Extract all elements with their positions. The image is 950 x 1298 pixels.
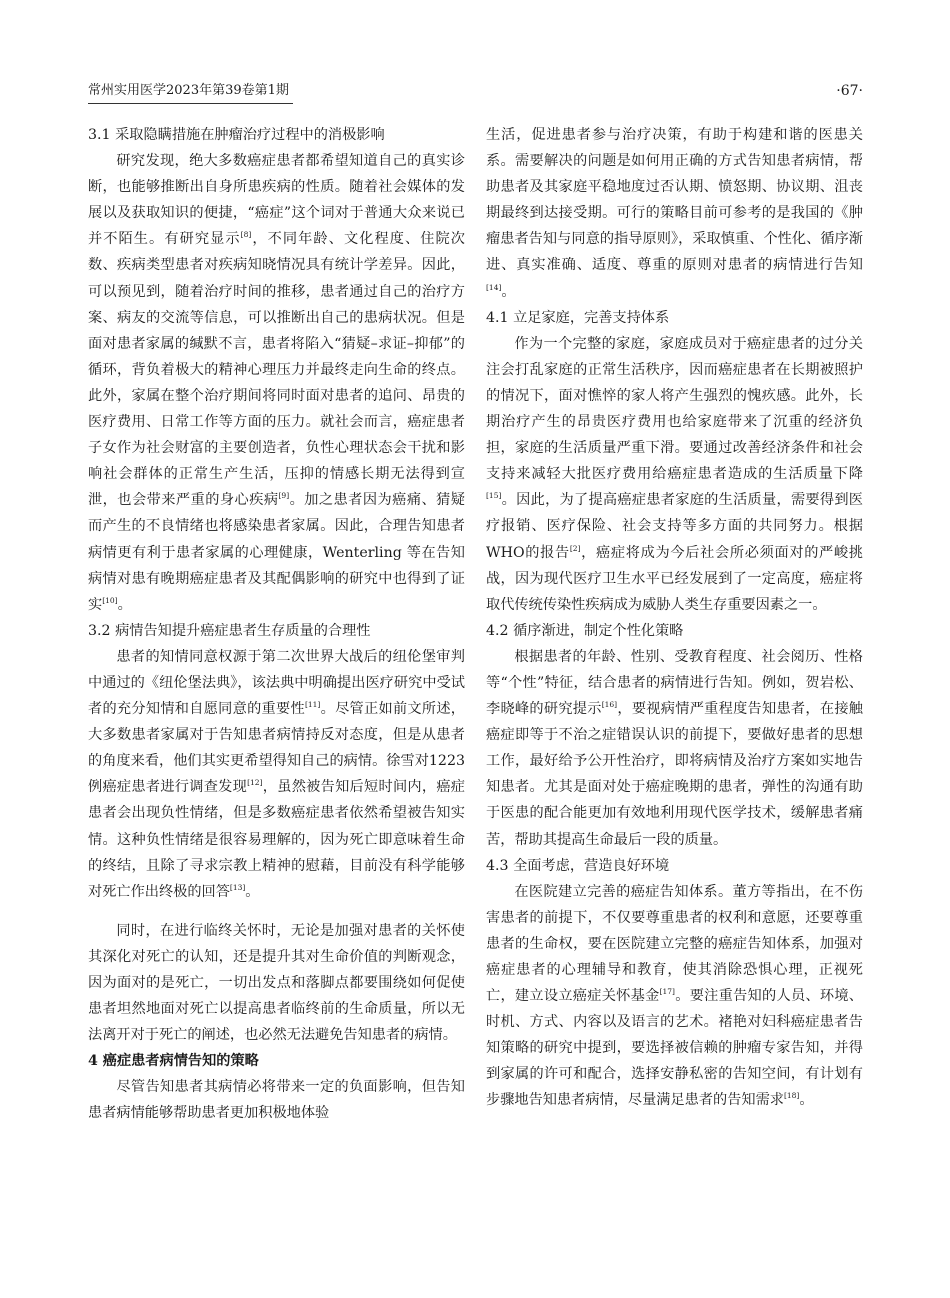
citation: [2] bbox=[569, 543, 581, 553]
text-run: 生活，促进患者参与治疗决策，有助于构建和谐的医患关系。需要解决的问题是如何用正确的方式告知患者病情，帮助患者及其家庭平稳地度过否认期、愤怒期、协议期、沮丧期最终到达接受期。可行的策略目前可参考的是我国的《肿瘤患者告知与同意的指导原则》，采取慎重、个性化、循序渐进、真实准确、适度、尊重的原则对患者的病情进行告知 bbox=[486, 127, 863, 274]
text-run: ，要视病情严重程度告知患者，在接触癌症即等于不治之症错误认识的前提下，要做好患者的思想工作，最好给予公开性治疗，即将病情及治疗方案如实地告知患者。尤其是面对处于癌症晚期的患者，弹性的沟通有助于医患的配合能更加有效地利用现代医学技术，缓解患者痛苦，帮助其提高生命最后一段的质量。 bbox=[486, 701, 863, 848]
section-3-2-heading: 3.2 病情告知提升癌症患者生存质量的合理性 bbox=[88, 622, 371, 639]
citation: [15] bbox=[486, 491, 502, 501]
text-run: 。加之患者因为癌痛、猜疑而产生的不良情绪也将感染患者家属。因此，合理告知患者病情更有利于患者家属的心理健康，Wenterling 等在告知病情对患有晚期癌症患者及其配偶影响的研究中也得到了证实 bbox=[88, 492, 465, 613]
section-4-heading: 4 癌症患者病情告知的策略 bbox=[88, 1053, 259, 1070]
section-3-2-paragraph-2: 同时，在进行临终关怀时，无论是加强对患者的关怀使其深化对死亡的认知，还是提升其对生命价值的判断观念，因为面对的是死亡，一切出发点和落脚点都要围绕如何促使患者坦然地面对死亡以提高患者临终前的生命质量，所以无法离开对于死亡的阐述，也必然无法避免告知患者的病情。 bbox=[88, 922, 465, 1044]
text-run: 。要注重告知的人员、环境、时机、方式、内容以及语言的艺术。褚艳对妇科癌症患者告知策略的研究中提到，要选择被信赖的肿瘤专家告知，并得到家属的许可和配合，选择安静私密的告知空间，有计划有步骤地告知患者病情，尽量满足患者的告知需求 bbox=[486, 988, 863, 1109]
text-run: 研究发现，绝大多数癌症患者都希望知道自己的真实诊断，也能够推断出自身所患疾病的性质。随着社会媒体的发展以及获取知识的便捷，“癌症”这个词对于普通大众来说已并不陌生。有研究显示 bbox=[88, 153, 465, 248]
right-column bbox=[486, 122, 863, 1114]
text-run: 。 bbox=[501, 283, 516, 300]
text-run: 。 bbox=[245, 883, 260, 900]
section-4-1-heading: 4.1 立足家庭，完善支持体系 bbox=[486, 309, 670, 326]
paragraph-gap bbox=[88, 905, 465, 918]
text-run: 。 bbox=[117, 596, 132, 613]
section-4-2-heading: 4.2 循序渐进，制定个性化策略 bbox=[486, 622, 684, 639]
citation: [11] bbox=[304, 700, 321, 710]
citation: [9] bbox=[278, 491, 290, 501]
section-4-3-heading: 4.3 全面考虑，营造良好环境 bbox=[486, 857, 670, 874]
running-header bbox=[88, 82, 863, 106]
text-run: 。尽管正如前文所述，大多数患者家属对于告知患者病情持反对态度，但是从患者的角度来看，他们其实更希望得知自己的病情。徐雪对1223例癌症患者进行调查发现 bbox=[88, 701, 465, 796]
text-run: 患者的知情同意权源于第二次世界大战后的纽伦堡审判中通过的《纽伦堡法典》，该法典中明确提出医疗研究中受试者的充分知情和自愿同意的重要性 bbox=[88, 648, 465, 718]
text-run: 在医院建立完善的癌症告知体系。董方等指出，在不伤害患者的前提下，不仅要尊重患者的权利和意愿，还要尊重患者的生命权，要在医院建立完整的癌症告知体系，加强对癌症患者的心理辅导和教育，使其消除恐惧心理，正视死亡，建立设立癌症关怀基金 bbox=[486, 883, 863, 1005]
text-run: ，不同年龄、文化程度、住院次数、疾病类型患者对疾病知晓情况具有统计学差异。因此，可以预见到，随着治疗时间的推移，患者通过自己的治疗方案、病友的交流等信息，可以推断出自己的患病状况。但是面对患者家属的缄默不言，患者将陷入“猜疑–求证–抑郁”的循环，背负着极大的精神心理压力并最终走向生命的终点。此外，家属在整个治疗期间将同时面对患者的追问、昂贵的医疗费用、日常工作等方面的压力。就社会而言，癌症患者子女作为社会财富的主要创造者，负性心理状态会干扰和影响社会群体的正常生产生活，压抑的情感长期无法得到宣泄，也会带来严重的身心疾病 bbox=[88, 231, 465, 509]
citation: [10] bbox=[102, 595, 118, 605]
journal-title: 常州实用医学2023年第39卷第1期 bbox=[88, 82, 293, 104]
citation: [17] bbox=[659, 987, 675, 997]
citation: [18] bbox=[783, 1091, 800, 1101]
section-4-2-paragraph bbox=[486, 644, 863, 853]
text-run: ，虽然被告知后短时间内，癌症患者会出现负性情绪，但是多数癌症患者依然希望被告知实情。这种负性情绪是很容易理解的，因为死亡即意味着生命的终结，且除了寻求宗教上精神的慰藉，目前没有科学能够对死亡作出终极的回答 bbox=[88, 779, 465, 900]
section-4-3-paragraph bbox=[486, 879, 863, 1114]
page-number: ·67· bbox=[836, 83, 863, 99]
citation: [8] bbox=[240, 230, 252, 240]
section-3-2-paragraph-1 bbox=[88, 644, 465, 905]
citation: [14] bbox=[486, 282, 502, 292]
section-4-paragraph-start: 尽管告知患者其病情必将带来一定的负面影响，但告知患者病情能够帮助患者更加积极地体验 bbox=[88, 1079, 465, 1122]
text-run: 。因此，为了提高癌症患者家庭的生活质量，需要得到医疗报销、医疗保险、社会支持等多方面的共同努力。根据WHO的报告 bbox=[486, 492, 863, 561]
text-run: ，癌症将成为今后社会所必须面对的严峻挑战，因为现代医疗卫生水平已经发展到了一定高度，癌症将取代传统传染性疾病成为威胁人类生存重要因素之一。 bbox=[486, 544, 863, 613]
citation: [12] bbox=[247, 778, 263, 788]
section-3-1-heading: 3.1 采取隐瞒措施在肿瘤治疗过程中的消极影响 bbox=[88, 127, 385, 143]
section-3-1-paragraph bbox=[88, 148, 465, 618]
text-run: 。 bbox=[799, 1092, 814, 1109]
section-4-1-paragraph bbox=[486, 331, 863, 618]
text-run: 作为一个完整的家庭，家庭成员对于癌症患者的过分关注会打乱家庭的正常生活秩序，因而癌症患者在长期被照护的情况下，面对憔悴的家人将产生强烈的愧疚感。此外，长期治疗产生的昂贵医疗费用也给家庭带来了沉重的经济负担，家庭的生活质量严重下滑。要通过改善经济条件和社会支持来减轻大批医疗费用给癌症患者造成的生活质量下降 bbox=[486, 335, 863, 483]
section-4-paragraph-continued bbox=[486, 122, 863, 305]
left-column bbox=[88, 122, 465, 1127]
citation: [16] bbox=[601, 700, 618, 710]
citation: [13] bbox=[229, 882, 246, 892]
text-run: 根据患者的年龄、性别、受教育程度、社会阅历、性格等“个性”特征，结合患者的病情进行告知。例如，贺岩松、李晓峰的研究提示 bbox=[486, 648, 863, 718]
